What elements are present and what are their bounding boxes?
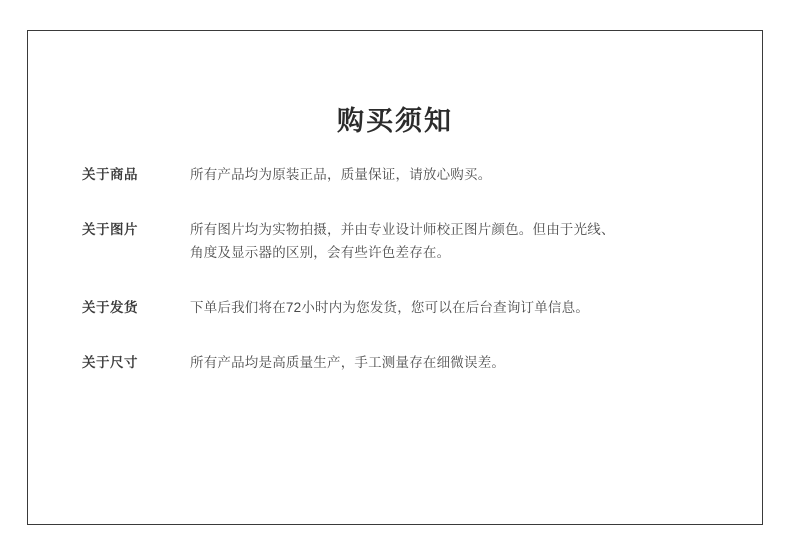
notice-row-label: 关于图片	[82, 222, 138, 237]
notice-row-line: 所有产品均为原装正品，质量保证，请放心购买。	[190, 167, 492, 182]
notice-row-line: 下单后我们将在72小时内为您发货，您可以在后台查询订单信息。	[190, 300, 590, 315]
notice-row-list	[82, 163, 722, 406]
list-item	[82, 163, 722, 186]
notice-row-body	[190, 351, 722, 374]
notice-row-line: 所有图片均为实物拍摄，并由专业设计师校正图片颜色。但由于光线、	[190, 222, 615, 237]
notice-frame	[27, 30, 763, 525]
notice-row-label: 关于尺寸	[82, 355, 138, 370]
notice-row-label: 关于发货	[82, 300, 138, 315]
notice-row-body	[190, 218, 722, 264]
notice-row-line: 所有产品均是高质量生产，手工测量存在细微误差。	[190, 355, 506, 370]
notice-row-line: 角度及显示器的区别，会有些许色差存在。	[190, 245, 451, 260]
notice-row-body	[190, 163, 722, 186]
list-item	[82, 296, 722, 319]
notice-row-label: 关于商品	[82, 167, 138, 182]
list-item	[82, 351, 722, 374]
notice-row-body	[190, 296, 722, 319]
list-item	[82, 218, 722, 264]
page-title: 购买须知	[337, 106, 453, 136]
